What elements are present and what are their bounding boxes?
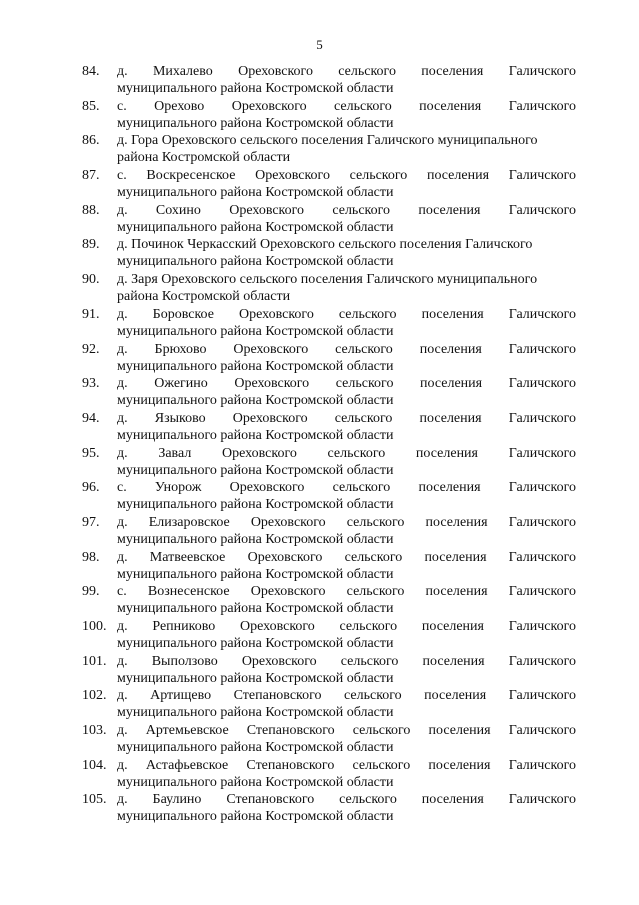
list-item [82,202,576,237]
item-text-line-1: д. Починок Черкасский Ореховского сельского поселения Галичского [117,237,533,253]
item-text-line-1: д. Елизаровское Ореховского сельского поселения Галичского [117,514,576,530]
item-text-line-1: с. Орехово Ореховского сельского поселения Галичского [117,98,576,114]
item-text-line-1: д. Гора Ореховского сельского поселения Галичского муниципального [117,133,538,149]
list-item [82,167,576,202]
item-text-line-1: д. Репниково Ореховского сельского поселения Галичского [117,619,576,634]
item-text-line-2: муниципального района Костромской области [117,774,394,790]
item-text-line-2: муниципального района Костромской области [117,219,394,235]
list-item [82,479,576,514]
item-text-line-2: муниципального района Костромской области [117,636,394,651]
item-number: 96. [82,480,100,496]
list-item [82,375,576,410]
item-text-line-2: муниципального района Костромской области [117,531,394,547]
item-number: 85. [82,98,100,114]
item-text-line-1: д. Заря Ореховского сельского поселения Галичского муниципального [117,272,538,288]
item-number: 86. [82,133,100,149]
item-text-line-2: муниципального района Костромской области [117,601,394,617]
settlement-list [82,63,576,826]
item-number: 98. [82,549,100,565]
list-item [82,514,576,549]
item-text-line-1: д. Брюхово Ореховского сельского поселения Галичского [117,341,576,357]
list-item [82,618,576,653]
item-number: 97. [82,514,100,530]
item-text-line-2: муниципального района Костромской области [117,809,394,825]
item-text-line-2: муниципального района Костромской области [117,705,394,721]
item-text-line-2: муниципального района Костромской области [117,427,394,443]
item-number: 105. [82,792,107,808]
list-item [82,791,576,826]
item-number: 103. [82,723,107,739]
item-number: 87. [82,168,100,184]
item-text-line-2: муниципального района Костромской области [117,358,394,374]
item-text-line-2: муниципального района Костромской области [117,185,394,201]
item-number: 99. [82,584,100,600]
item-number: 100. [82,619,107,634]
item-text-line-1: с. Воскресенское Ореховского сельского поселения Галичского [117,168,576,184]
item-text-line-1: д. Баулино Степановского сельского поселения Галичского [117,792,576,808]
item-number: 101. [82,653,107,669]
list-item [82,687,576,722]
item-number: 84. [82,64,100,79]
list-item [82,132,576,167]
item-text-line-1: с. Унорож Ореховского сельского поселения Галичского [117,480,576,496]
item-text-line-2: района Костромской области [117,150,291,166]
item-text-line-2: муниципального района Костромской области [117,323,394,339]
item-number: 92. [82,341,100,357]
item-text-line-2: муниципального района Костромской области [117,81,394,96]
item-text-line-2: муниципального района Костромской области [117,115,394,131]
item-number: 89. [82,237,100,253]
item-text-line-1: д. Ожегино Ореховского сельского поселения Галичского [117,376,576,392]
list-item [82,722,576,757]
list-item [82,757,576,792]
item-number: 91. [82,306,100,322]
item-number: 95. [82,445,100,461]
item-number: 88. [82,202,100,218]
item-text-line-1: д. Матвеевское Ореховского сельского поселения Галичского [117,549,576,565]
item-number: 90. [82,272,100,288]
item-text-line-1: д. Боровское Ореховского сельского поселения Галичского [117,306,576,322]
list-item [82,306,576,341]
item-number: 94. [82,410,100,426]
item-number: 93. [82,376,100,392]
item-text-line-2: муниципального района Костромской области [117,740,394,756]
page-number: 5 [316,37,323,52]
item-text-line-1: д. Михалево Ореховского сельского поселения Галичского [117,64,576,79]
item-text-line-1: д. Артищево Степановского сельского поселения Галичского [117,688,576,704]
item-text-line-1: д. Сохино Ореховского сельского поселения Галичского [117,202,576,218]
item-text-line-2: муниципального района Костромской области [117,566,394,582]
item-text-line-1: д. Завал Ореховского сельского поселения Галичского [117,445,576,461]
item-text-line-1: д. Языково Ореховского сельского поселения Галичского [117,410,576,426]
list-item [82,63,576,98]
item-text-line-2: муниципального района Костромской области [117,254,394,270]
item-number: 104. [82,757,107,773]
list-item [82,341,576,376]
list-item [82,583,576,618]
list-item [82,236,576,271]
item-text-line-2: муниципального района Костромской области [117,670,394,686]
item-text-line-2: муниципального района Костромской области [117,393,394,409]
list-item [82,98,576,133]
item-text-line-1: д. Артемьевское Степановского сельского поселения Галичского [117,723,576,739]
item-text-line-2: района Костромской области [117,289,291,305]
list-item [82,410,576,445]
list-item [82,445,576,480]
list-item [82,653,576,688]
item-text-line-2: муниципального района Костромской области [117,462,394,478]
item-text-line-2: муниципального района Костромской области [117,497,394,513]
list-item [82,549,576,584]
list-item [82,271,576,306]
item-text-line-1: д. Астафьевское Степановского сельского поселения Галичского [117,757,576,773]
item-text-line-1: с. Вознесенское Ореховского сельского поселения Галичского [117,584,576,600]
item-text-line-1: д. Выползово Ореховского сельского поселения Галичского [117,653,576,669]
item-number: 102. [82,688,107,704]
